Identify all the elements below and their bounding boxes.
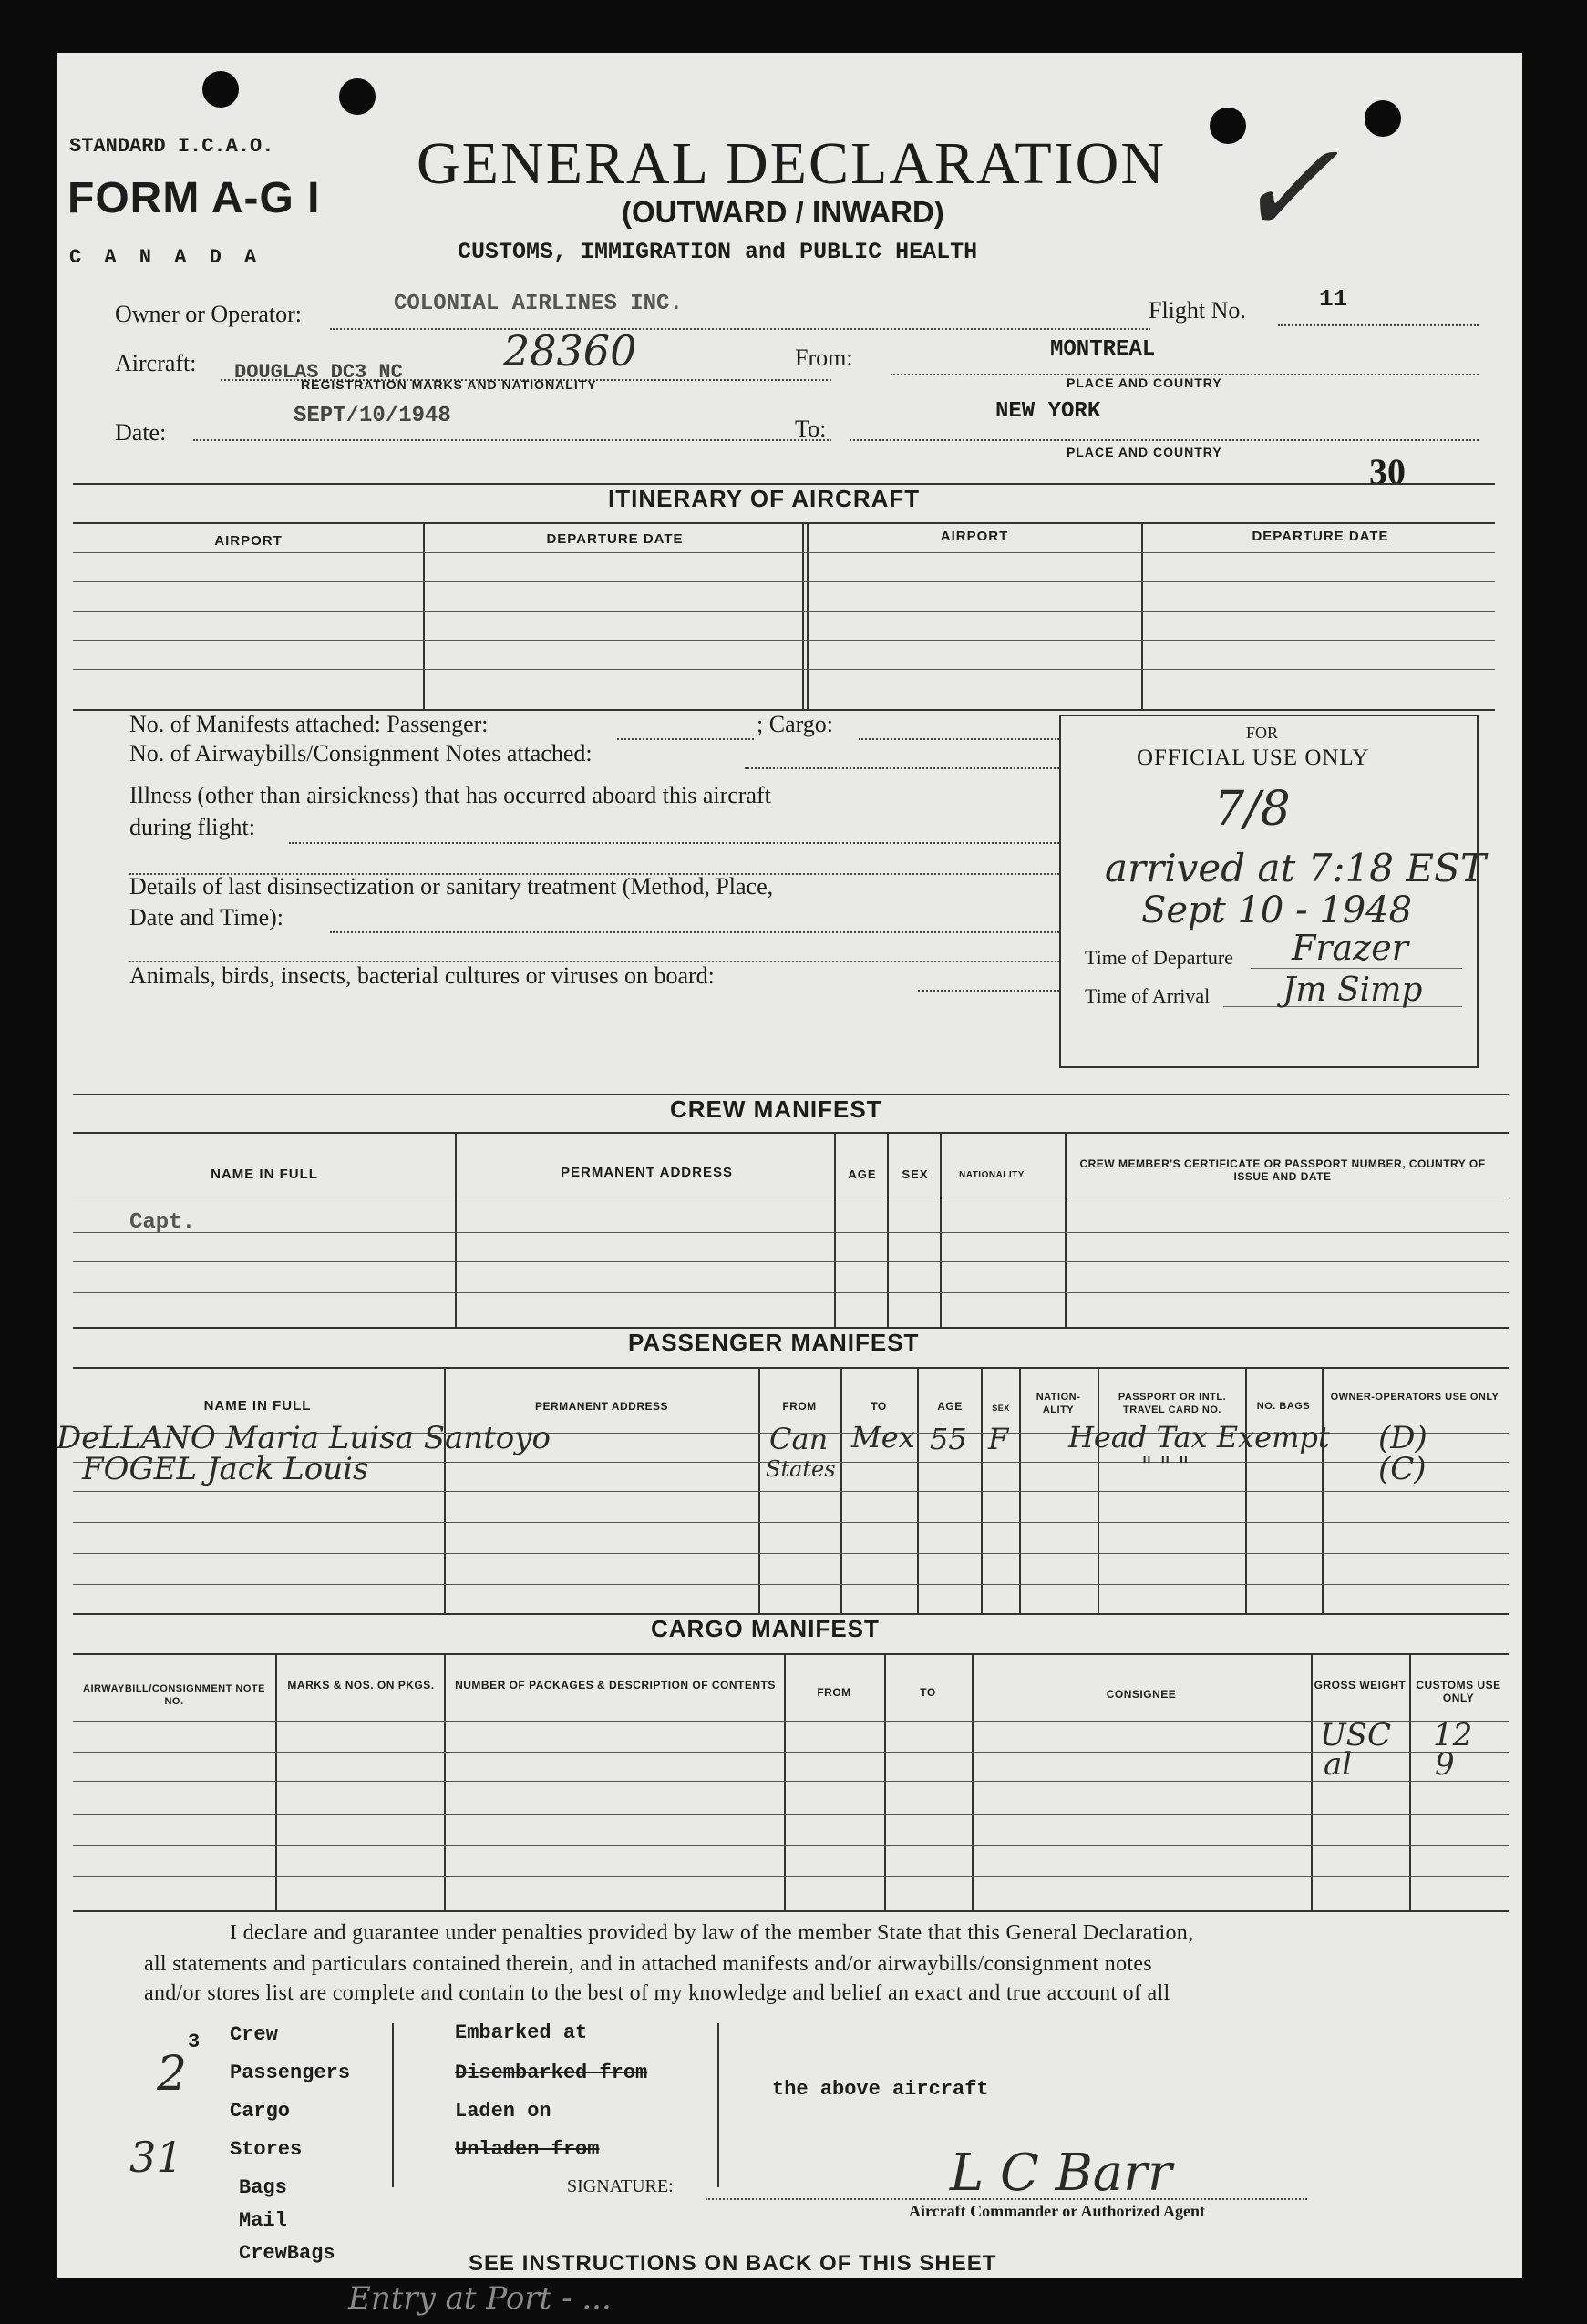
passenger-header-address: PERMANENT ADDRESS (534, 1400, 669, 1413)
cargo-header-customs: CUSTOMS USE ONLY (1416, 1679, 1501, 1704)
from-value: MONTREAL (1050, 337, 1156, 362)
cargo-1-weight: USC (1320, 1717, 1391, 1753)
aircraft-registration-handwritten: 28360 (503, 326, 637, 375)
owner-dotted-line (330, 328, 1150, 330)
cargo-header-airwaybill: AIRWAYBILL/CONSIGNMENT NOTE NO. (83, 1683, 265, 1707)
date-label: Date: (115, 419, 167, 446)
disinsect-line-1: Details of last disinsectization or sanitary treatment (Method, Place, (129, 873, 774, 900)
to-value: NEW YORK (995, 399, 1101, 424)
signature-handwritten: L C Barr (950, 2144, 1172, 2203)
crew-header-age: AGE (848, 1167, 877, 1181)
document-sheet (57, 53, 1522, 2317)
cargo-header-to: TO (920, 1686, 936, 1699)
passenger-2-owner-use: (C) (1378, 1451, 1427, 1487)
cargo-2-customs: 9 (1435, 1746, 1455, 1783)
itinerary-header-airport-1: AIRPORT (214, 533, 283, 549)
illness-line-1: Illness (other than airsickness) that has occurred aboard this aircraft (129, 782, 771, 808)
official-hand-date: Sept 10 - 1948 (1141, 889, 1413, 931)
cargo-1-customs: 12 (1433, 1717, 1473, 1753)
punch-hole (1365, 100, 1401, 137)
passenger-header-passport: PASSPORT OR INTL. TRAVEL CARD NO. (1118, 1392, 1227, 1415)
passenger-header-to: TO (871, 1400, 887, 1413)
declaration-line-2: all statements and particulars contained therein, and in attached manifests and/or airwaybills/consignment notes (144, 1952, 1152, 1976)
country-label: C A N A D A (69, 246, 263, 269)
page-title: GENERAL DECLARATION (417, 130, 1166, 197)
punch-hole (339, 78, 376, 115)
airwaybills-label: No. of Airwaybills/Consignment Notes attached: (129, 740, 593, 766)
summary-item-passengers: Passengers (230, 2062, 351, 2084)
footer-handwritten: Entry at Port - ... (348, 2280, 612, 2317)
illness-line-2: during flight: (129, 814, 255, 840)
passenger-title: PASSENGER MANIFEST (628, 1329, 920, 1356)
passenger-1-age: 55 (930, 1422, 967, 1456)
passenger-1-passport: Head Tax Exempt (1068, 1420, 1330, 1455)
passenger-header-from: FROM (782, 1400, 817, 1413)
declaration-line-1: I declare and guarantee under penalties provided by law of the member State that this General Declaration, (230, 1921, 1194, 1945)
owner-value: COLONIAL AIRLINES INC. (394, 292, 683, 316)
cargo-header-from: FROM (817, 1686, 851, 1699)
action-laden: Laden on (455, 2100, 551, 2123)
owner-label: Owner or Operator: (115, 301, 303, 327)
instructions-text: SEE INSTRUCTIONS ON BACK OF THIS SHEET (469, 2251, 997, 2276)
punch-hole (202, 71, 239, 108)
itinerary-header-airport-2: AIRPORT (940, 529, 1009, 544)
passenger-header-owner-use: OWNER-OPERATORS USE ONLY (1330, 1392, 1499, 1403)
passenger-header-bags: NO. BAGS (1256, 1401, 1311, 1412)
crew-count: 3 (188, 2031, 201, 2053)
flight-value: 11 (1319, 285, 1348, 313)
declaration-line-3: and/or stores list are complete and contain to the best of my knowledge and belief an exact and true account of all (144, 1981, 1170, 2005)
date-value: SEPT/10/1948 (294, 404, 451, 428)
to-caption: PLACE AND COUNTRY (1067, 445, 1222, 459)
stores-handwritten: 31 (129, 2133, 183, 2182)
standard-label: STANDARD I.C.A.O. (69, 135, 274, 158)
subtitle: CUSTOMS, IMMIGRATION and PUBLIC HEALTH (458, 239, 978, 265)
crew-header-nationality: NATIONALITY (959, 1170, 1025, 1180)
cargo-header-packages: NUMBER OF PACKAGES & DESCRIPTION OF CONTENTS (455, 1679, 776, 1692)
passenger-2-from: States (766, 1456, 836, 1482)
itinerary-title: ITINERARY OF AIRCRAFT (608, 485, 921, 512)
itinerary-header-date-2: DEPARTURE DATE (1252, 529, 1389, 544)
crew-header-address: PERMANENT ADDRESS (561, 1165, 733, 1180)
arrival-signature: Jm Simp (1283, 972, 1423, 1009)
check-mark-icon: ✓ (1232, 115, 1340, 263)
signature-label: SIGNATURE: (567, 2176, 674, 2196)
cargo-header-weight: GROSS WEIGHT (1314, 1679, 1407, 1692)
summary-item-crew: Crew (230, 2023, 278, 2046)
summary-item-mail: Mail (239, 2209, 287, 2232)
disinsect-line-2: Date and Time): (129, 904, 283, 931)
aircraft-label: Aircraft: (115, 350, 197, 376)
passenger-header-sex: SEX (992, 1404, 1010, 1413)
official-title: OFFICIAL USE ONLY (1137, 746, 1370, 770)
passenger-header-nationality: NATION-ALITY (1036, 1392, 1081, 1415)
to-label: To: (795, 416, 827, 442)
passenger-header-name: NAME IN FULL (203, 1398, 312, 1414)
aircraft-caption: REGISTRATION MARKS AND NATIONALITY (301, 377, 597, 392)
passenger-count-handwritten: 2 (157, 2047, 188, 2102)
from-label: From: (795, 344, 853, 371)
passenger-1-owner-use: (D) (1378, 1420, 1427, 1456)
flight-dotted-line (1278, 324, 1479, 326)
passenger-1-from: Can (769, 1422, 829, 1456)
from-caption: PLACE AND COUNTRY (1067, 375, 1222, 390)
action-disembarked: Disembarked from (455, 2062, 648, 2084)
cargo-header-consignee: CONSIGNEE (1106, 1688, 1177, 1701)
passenger-2-name: FOGEL Jack Louis (82, 1451, 369, 1487)
passenger-2-passport: " " " (1141, 1453, 1190, 1480)
cargo-2-weight: al (1324, 1746, 1353, 1783)
signer-caption: Aircraft Commander or Authorized Agent (909, 2202, 1205, 2220)
arrival-label: Time of Arrival (1085, 984, 1211, 1007)
summary-item-cargo: Cargo (230, 2100, 291, 2123)
summary-item-bags: Bags (239, 2176, 287, 2199)
passenger-header-age: AGE (937, 1400, 963, 1413)
crew-header-sex: SEX (902, 1167, 929, 1181)
cargo-header-marks: MARKS & NOS. ON PKGS. (287, 1679, 435, 1692)
aircraft-value: DOUGLAS DC3 NC (234, 361, 403, 384)
to-dotted-line (850, 439, 1479, 441)
official-for: FOR (1246, 724, 1279, 742)
itinerary-header-date-1: DEPARTURE DATE (546, 531, 684, 547)
flight-label: Flight No. (1149, 297, 1246, 324)
cargo-label: ; Cargo: (757, 711, 834, 737)
action-unladen: Unladen from (455, 2138, 600, 2161)
direction-label: (OUTWARD / INWARD) (622, 195, 944, 229)
date-dotted-line (193, 439, 831, 441)
aircraft-text: the above aircraft (772, 2078, 989, 2101)
departure-signature: Frazer (1292, 928, 1408, 968)
page-number: 30 (1369, 451, 1406, 492)
summary-item-stores: Stores (230, 2138, 303, 2161)
crew-first-entry: Capt. (129, 1210, 196, 1235)
official-hand-arrived: arrived at 7:18 EST (1105, 846, 1486, 890)
passenger-1-name: DeLLANO Maria Luisa Santoyo (57, 1420, 551, 1456)
crew-header-name: NAME IN FULL (211, 1167, 318, 1182)
animals-label: Animals, birds, insects, bacterial cultures or viruses on board: (129, 962, 715, 989)
cargo-title: CARGO MANIFEST (651, 1615, 880, 1642)
official-hand-number: 7/8 (1214, 782, 1291, 837)
summary-item-crewbags: CrewBags (239, 2242, 335, 2265)
crew-header-certificate: CREW MEMBER'S CERTIFICATE OR PASSPORT NUMBER, COUNTRY OF ISSUE AND DATE (1079, 1157, 1486, 1183)
passenger-1-sex: F (988, 1422, 1009, 1456)
action-embarked: Embarked at (455, 2021, 588, 2044)
departure-label: Time of Departure (1085, 946, 1233, 969)
crew-title: CREW MANIFEST (670, 1095, 882, 1123)
passenger-1-to: Mex (851, 1420, 915, 1455)
form-number: FORM A-G I (67, 174, 321, 222)
manifests-label: No. of Manifests attached: Passenger: (129, 711, 489, 737)
